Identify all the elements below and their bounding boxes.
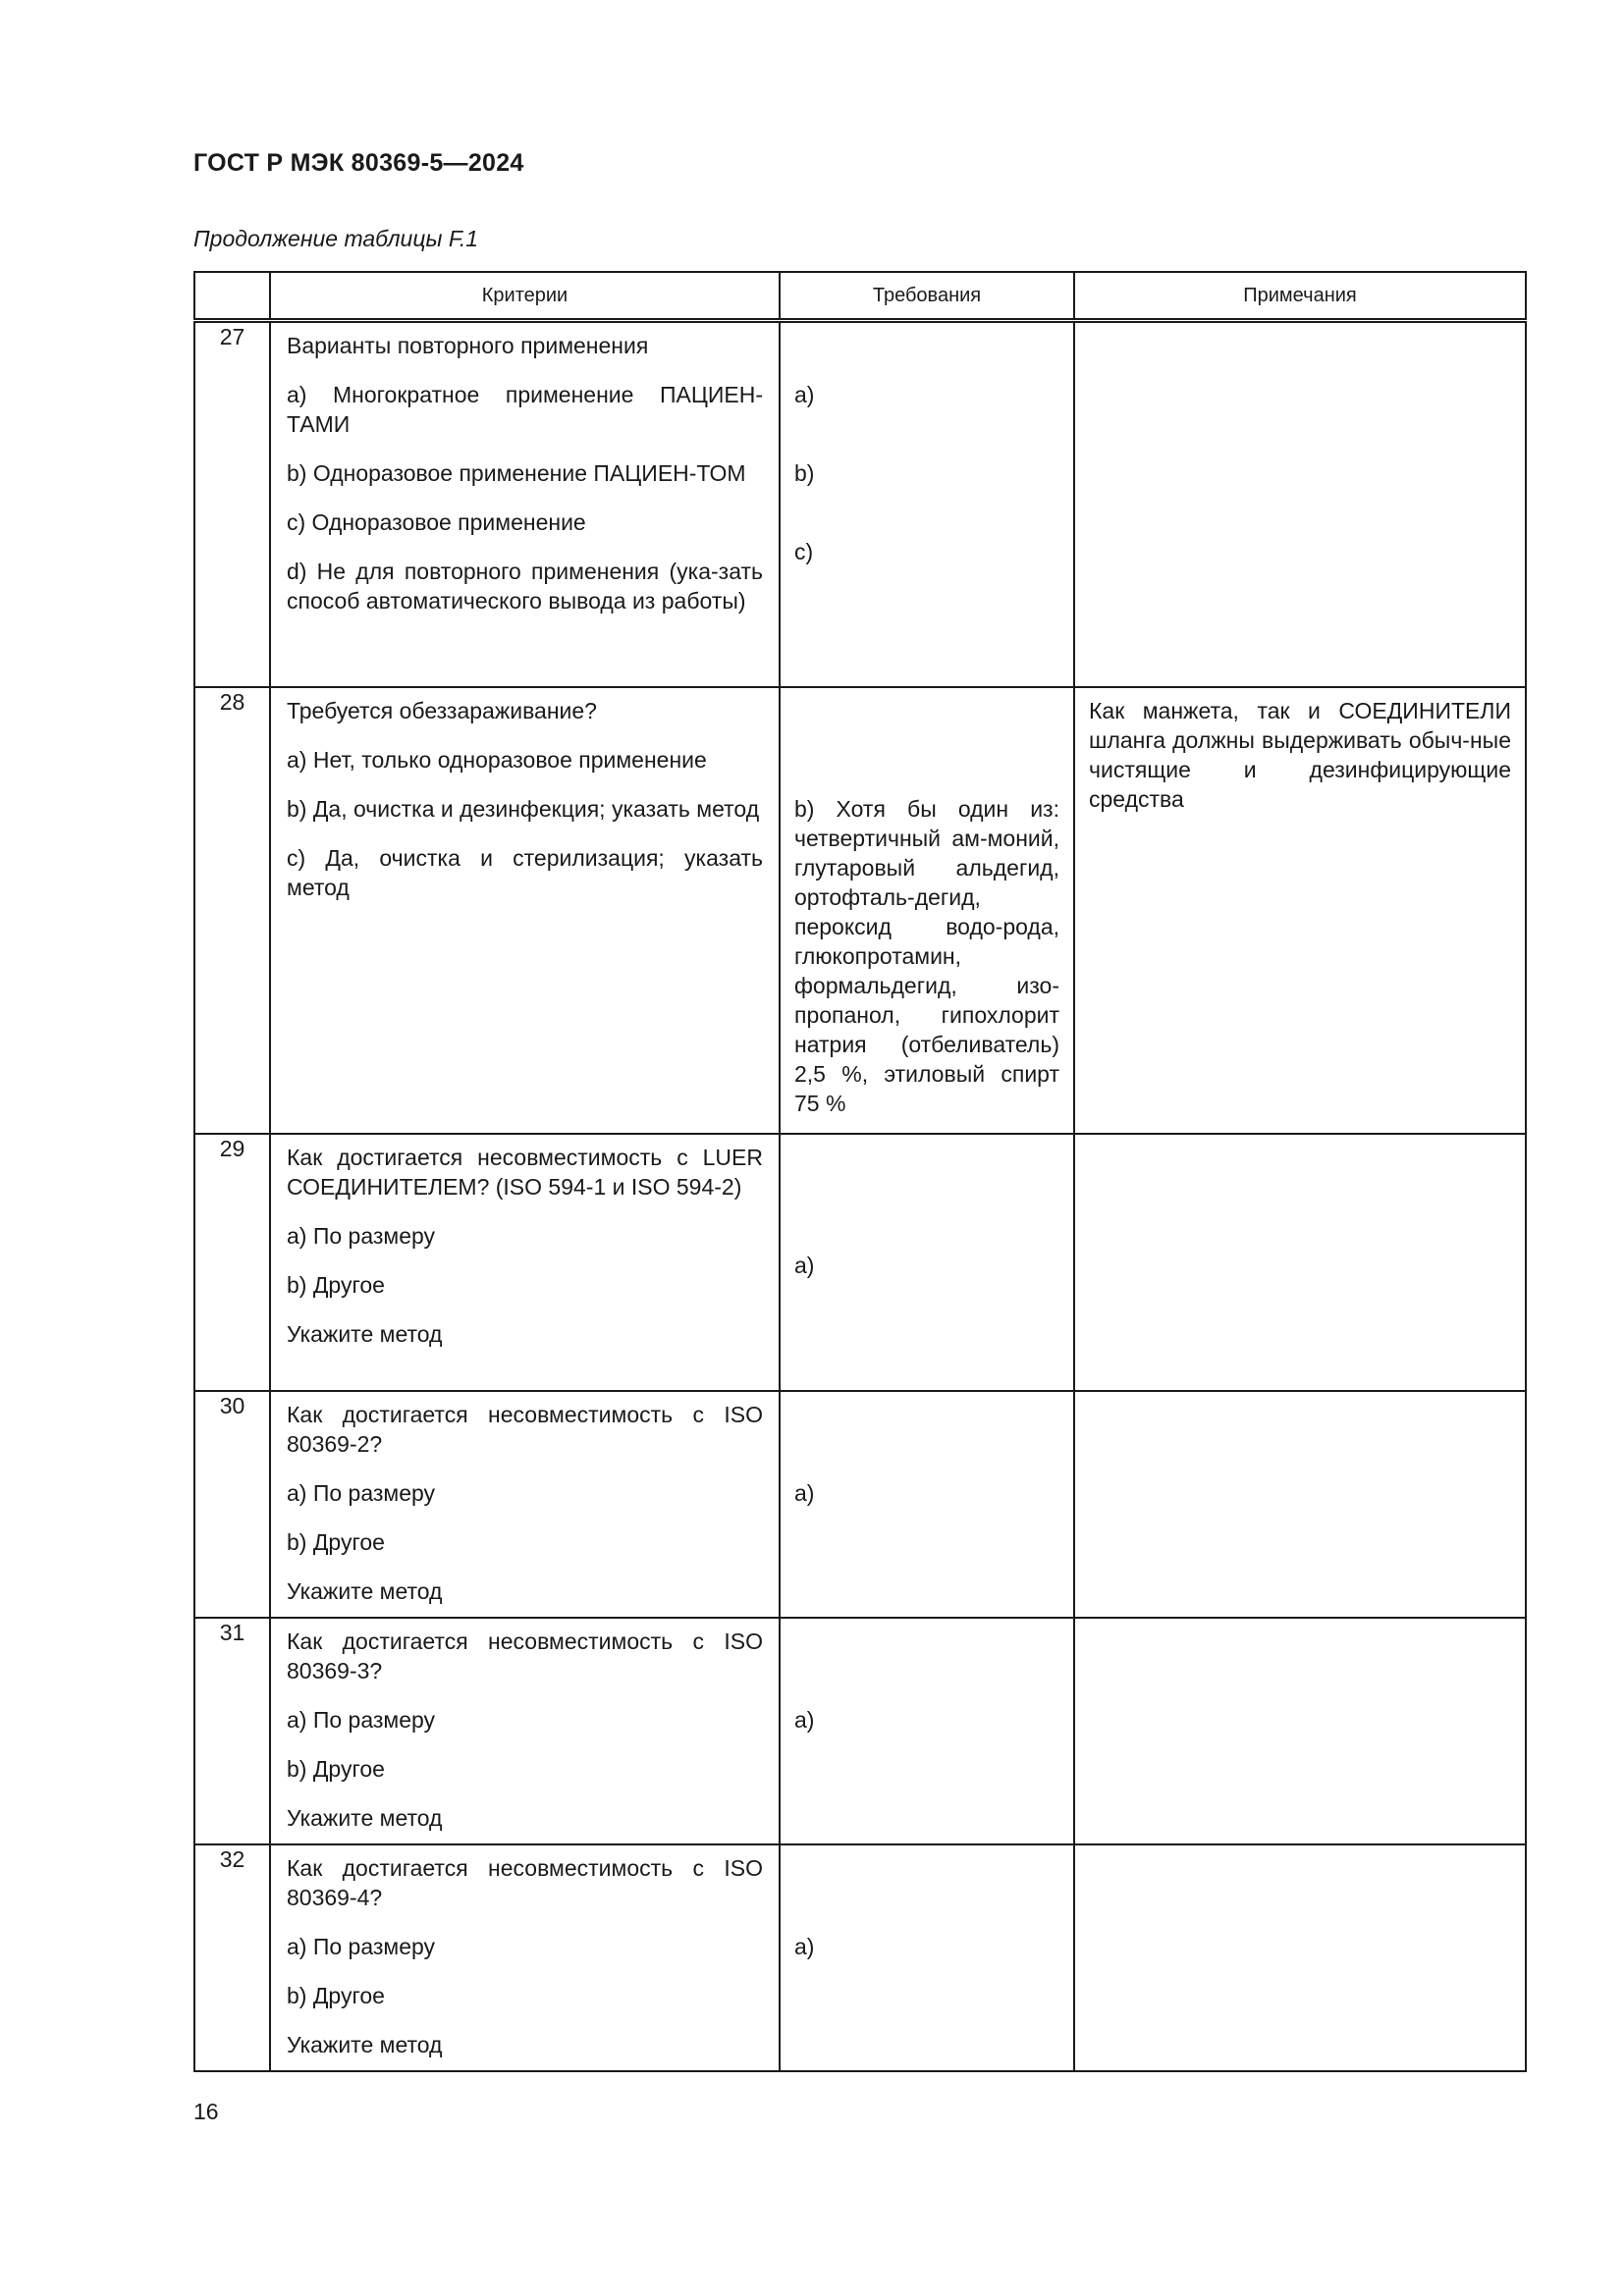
criteria-line: a) По размеру [287, 1706, 436, 1733]
table-header-row [194, 272, 1526, 321]
requirement-line: c) [794, 539, 814, 564]
criteria-line: b) Да, очистка и дезинфекция; указать метод [287, 795, 760, 822]
document-code: ГОСТ Р МЭК 80369-5—2024 [193, 149, 524, 177]
notes-cell [1074, 687, 1526, 1134]
table-row [194, 1618, 1526, 1844]
requirement-line: a) [794, 1706, 815, 1733]
row-number: 31 [194, 1618, 270, 1844]
requirements-cell [780, 1134, 1074, 1391]
requirement-text: b) Хотя бы один из: четвертичный ам-моний, глутаровый альдегид, ортофталь-дегид, пероксид водо-рода, глюкопротамин, формальдегид, изо-пропанол, гипохлорит натрия (отбеливатель) 2,5 %, этиловый спирт 75 % [794, 795, 1059, 1116]
criteria-line: b) Другое [287, 1271, 385, 1298]
table-row [194, 321, 1526, 687]
criteria-cell [270, 1391, 780, 1618]
criteria-cell [270, 321, 780, 687]
criteria-line: Как достигается несовместимость с ISO 80369-2? [287, 1401, 763, 1457]
requirement-line: a) [794, 1252, 815, 1278]
table-row [194, 687, 1526, 1134]
notes-cell [1074, 1391, 1526, 1618]
table-f1 [193, 271, 1527, 2072]
requirements-cell [780, 1618, 1074, 1844]
notes-cell [1074, 1134, 1526, 1391]
header-notes: Примечания [1074, 272, 1526, 321]
criteria-line: Укажите метод [287, 1320, 443, 1347]
criteria-line: b) Другое [287, 1755, 385, 1782]
requirement-line: b) [794, 460, 815, 486]
criteria-cell [270, 687, 780, 1134]
criteria-line: Укажите метод [287, 1804, 443, 1831]
note-text: Как манжета, так и СОЕДИНИТЕЛИ шланга должны выдерживать обыч-ные чистящие и дезинфицирующие средства [1089, 697, 1511, 812]
criteria-line: b) Другое [287, 1528, 385, 1555]
requirement-line: a) [794, 1933, 815, 1959]
criteria-line: Варианты повторного применения [287, 333, 649, 358]
row-number: 32 [194, 1844, 270, 2071]
table-caption: Продолжение таблицы F.1 [193, 226, 479, 251]
header-number [194, 272, 270, 321]
row-number: 30 [194, 1391, 270, 1618]
criteria-line: Укажите метод [287, 1577, 443, 1604]
criteria-line: c) Да, очистка и стерилизация; указать метод [287, 844, 763, 900]
criteria-line: a) Многократное применение ПАЦИЕН-ТАМИ [287, 382, 763, 437]
header-requirements: Требования [780, 272, 1074, 321]
criteria-line: Как достигается несовместимость с ISO 80369-4? [287, 1854, 763, 1910]
row-number: 27 [194, 321, 270, 687]
notes-cell [1074, 1844, 1526, 2071]
criteria-line: a) По размеру [287, 1479, 436, 1506]
notes-cell [1074, 321, 1526, 687]
table-row [194, 1134, 1526, 1391]
criteria-cell [270, 1134, 780, 1391]
page-number: 16 [193, 2099, 219, 2124]
criteria-line: a) Нет, только одноразовое применение [287, 746, 707, 773]
requirements-cell [780, 321, 1074, 687]
criteria-line: b) Другое [287, 1982, 385, 2008]
notes-cell [1074, 1618, 1526, 1844]
criteria-cell [270, 1844, 780, 2071]
requirement-line: a) [794, 1479, 815, 1506]
table-row [194, 1844, 1526, 2071]
criteria-line: a) По размеру [287, 1222, 436, 1249]
criteria-line: b) Одноразовое применение ПАЦИЕН-ТОМ [287, 460, 746, 486]
requirements-cell [780, 1391, 1074, 1618]
row-number: 29 [194, 1134, 270, 1391]
criteria-line: c) Одноразовое применение [287, 509, 586, 535]
requirements-cell [780, 687, 1074, 1134]
row-number: 28 [194, 687, 270, 1134]
requirement-line: a) [794, 382, 815, 407]
criteria-line: Как достигается несовместимость с LUER СОЕДИНИТЕЛЕМ? (ISO 594-1 и ISO 594-2) [287, 1144, 763, 1200]
criteria-cell [270, 1618, 780, 1844]
criteria-line: Как достигается несовместимость с ISO 80369-3? [287, 1628, 763, 1683]
table-row [194, 1391, 1526, 1618]
criteria-line: a) По размеру [287, 1933, 436, 1959]
criteria-line: Укажите метод [287, 2031, 443, 2057]
criteria-line: Требуется обеззараживание? [287, 697, 597, 723]
criteria-line: d) Не для повторного применения (ука-зать способ автоматического вывода из работы) [287, 559, 763, 614]
header-criteria: Критерии [270, 272, 780, 321]
requirements-cell [780, 1844, 1074, 2071]
